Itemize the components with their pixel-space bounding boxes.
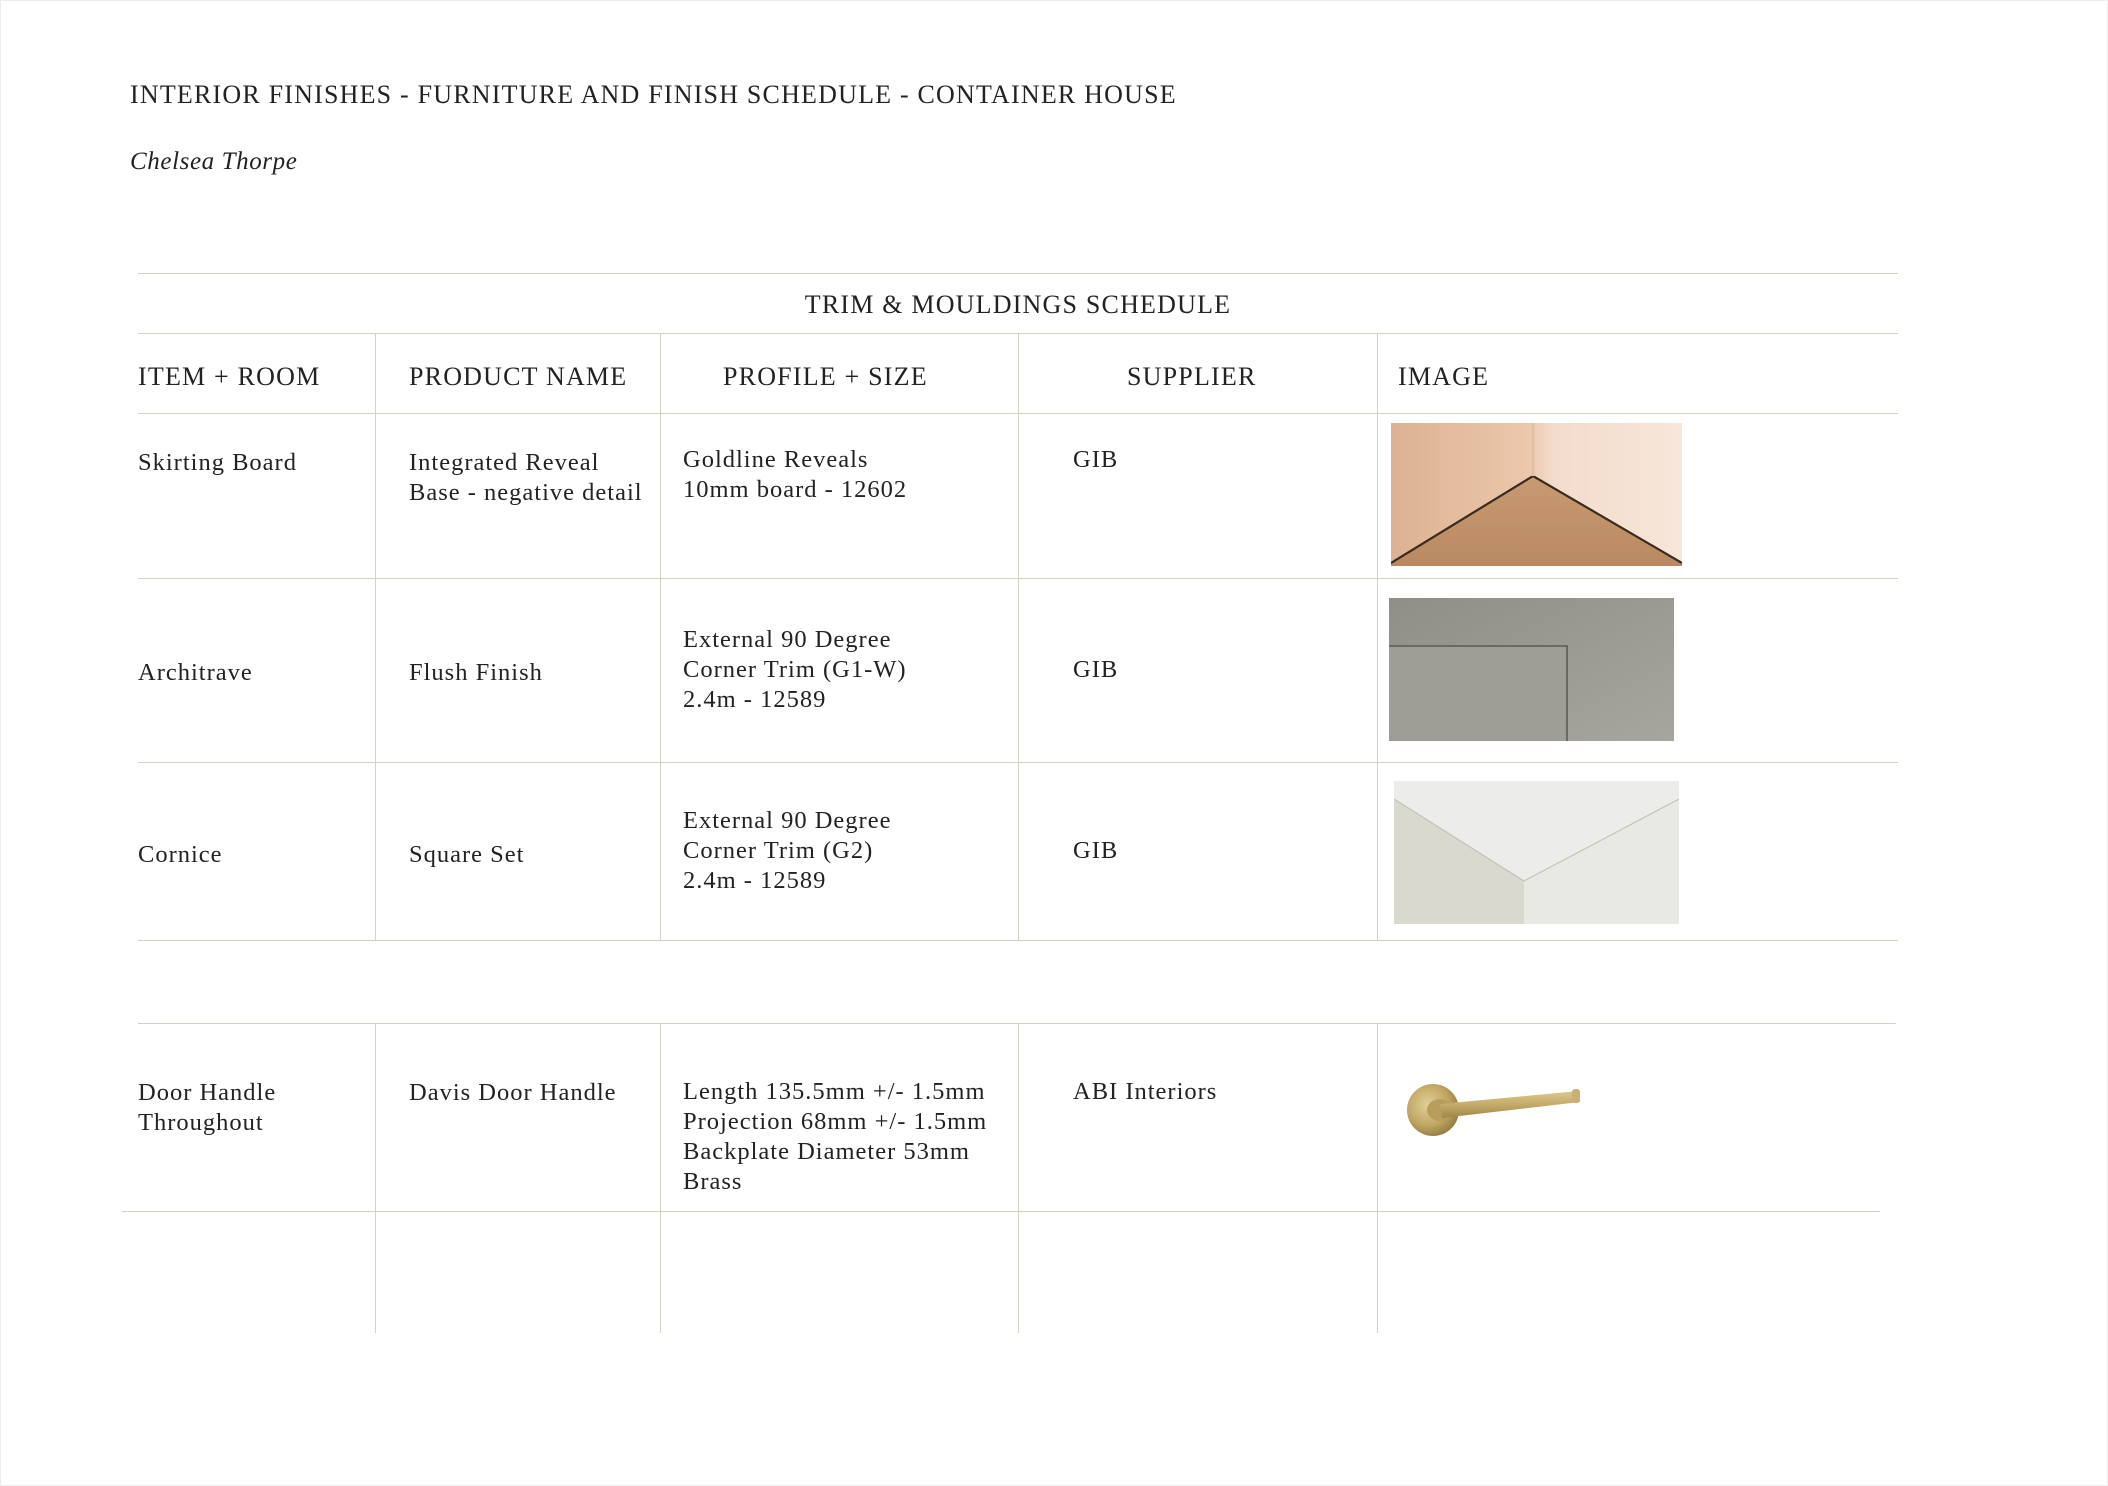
column-divider [1377,1023,1378,1333]
product-name-text: Integrated Reveal [409,449,600,476]
profile-size-text: 10mm board - 12602 [683,476,908,503]
column-divider [375,1023,376,1333]
item-room-text: Throughout [138,1109,264,1136]
table-row-architrave-supplier [1073,655,1118,685]
table-row-architrave-profile [683,625,907,715]
table-row-cornice-item [138,840,223,870]
profile-size-text: Goldline Reveals [683,446,869,473]
document-title: INTERIOR FINISHES - FURNITURE AND FINISH SCHEDULE - CONTAINER HOUSE [130,80,1177,109]
header-profile-size: PROFILE + SIZE [723,362,928,391]
table-row-skirting-supplier [1073,445,1118,475]
supplier-text: GIB [1073,837,1119,864]
header-item-room: ITEM + ROOM [138,362,321,391]
table-row-door-handle-profile [683,1077,987,1197]
brass-lever-handle-photo [1406,1070,1586,1140]
table-row-skirting-item [138,448,297,478]
profile-size-text: Brass [683,1168,743,1195]
table-row-cornice-product [409,840,524,870]
item-room-text: Cornice [138,841,223,868]
table-row-door-handle-item [138,1078,276,1138]
item-room-text: Architrave [138,659,253,686]
table-rule [138,1023,1896,1024]
column-divider [1377,334,1378,941]
profile-size-text: 2.4m - 12589 [683,867,827,894]
supplier-text: GIB [1073,446,1119,473]
profile-size-text: Projection 68mm +/- 1.5mm [683,1108,988,1135]
item-room-text: Skirting Board [138,449,297,476]
item-room-text: Door Handle [138,1079,277,1106]
document-author: Chelsea Thorpe [130,148,298,175]
profile-size-text: Corner Trim (G2) [683,837,874,864]
product-name-text: Flush Finish [409,659,543,686]
table-row-skirting-profile [683,445,907,505]
table-title: TRIM & MOULDINGS SCHEDULE [804,290,1232,319]
header-product-name: PRODUCT NAME [409,362,628,391]
column-divider [375,334,376,941]
flush-architrave-photo [1389,598,1674,741]
table-row-door-handle-supplier [1073,1077,1217,1107]
column-divider [660,334,661,941]
header-supplier: SUPPLIER [1127,362,1257,391]
profile-size-text: External 90 Degree [683,807,892,834]
profile-size-text: Backplate Diameter 53mm [683,1138,970,1165]
column-divider [1018,334,1019,941]
profile-size-text: External 90 Degree [683,626,892,653]
column-divider [660,1023,661,1333]
square-set-cornice-photo [1394,781,1679,924]
supplier-text: ABI Interiors [1073,1078,1218,1105]
supplier-text: GIB [1073,656,1119,683]
column-divider [1018,1023,1019,1333]
header-image: IMAGE [1398,362,1490,391]
profile-size-text: Corner Trim (G1-W) [683,656,907,683]
table-row-architrave-product [409,658,543,688]
table-row-door-handle-product [409,1078,617,1108]
profile-size-text: 2.4m - 12589 [683,686,827,713]
table-rule [122,1211,1880,1212]
product-name-text: Base - negative detail [409,479,643,506]
table-rule [138,273,1898,274]
skirting-reveal-photo [1391,423,1682,566]
table-row-skirting-product [409,448,643,508]
table-row-cornice-supplier [1073,836,1118,866]
product-name-text: Square Set [409,841,525,868]
table-row-cornice-profile [683,806,891,896]
product-name-text: Davis Door Handle [409,1079,617,1106]
profile-size-text: Length 135.5mm +/- 1.5mm [683,1078,986,1105]
table-row-architrave-item [138,658,253,688]
